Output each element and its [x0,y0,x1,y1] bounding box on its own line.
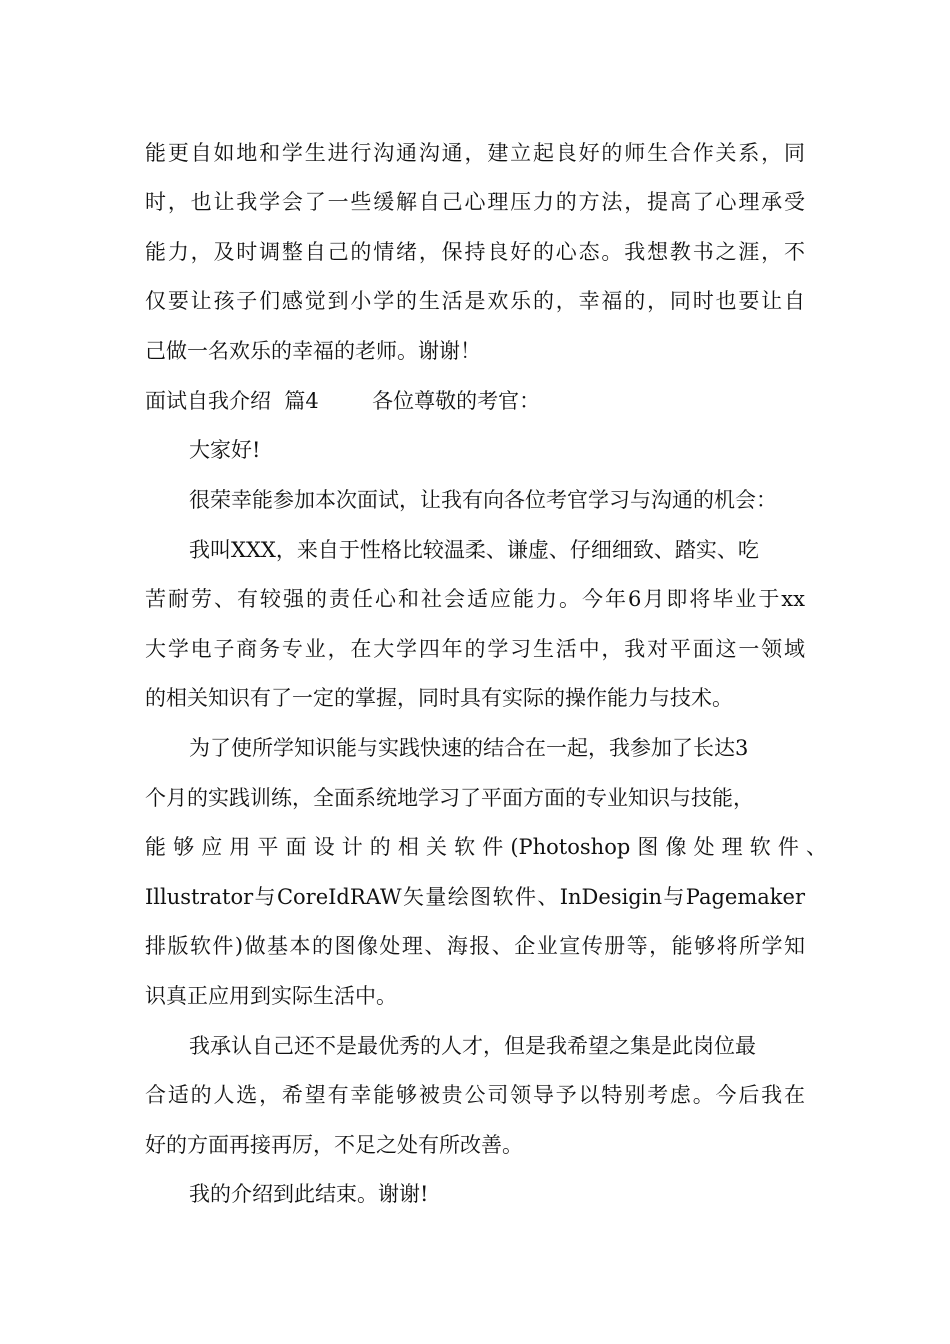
text-line: 我叫XXX，来自于性格比较温柔、谦虚、仔细细致、踏实、吃 [189,538,759,562]
text-line: 很荣幸能参加本次面试，让我有向各位考官学习与沟通的机会： [189,488,777,512]
text-line: 仅要让孩子们感觉到小学的生活是欢乐的，幸福的，同时也要让自 [145,289,805,313]
text-line: 苦耐劳、有较强的责任心和社会适应能力。今年6月即将毕业于xx [145,587,805,611]
text-line: 能力，及时调整自己的情绪，保持良好的心态。我想教书之涯，不 [145,240,805,264]
text-line: 己做一名欢乐的幸福的老师。谢谢！ [145,339,481,363]
section-heading: 面试自我介绍 篇4 各位尊敬的考官： [145,389,541,413]
text-line: 为了使所学知识能与实践快速的结合在一起，我参加了长达3 [189,736,749,760]
text-line: Illustrator与CoreIdRAW矢量绘图软件、InDesigin与Pagemaker [145,885,805,909]
text-line: 大学电子商务专业，在大学四年的学习生活中，我对平面这一领域 [145,637,805,661]
text-line: 排版软件)做基本的图像处理、海报、企业宣传册等，能够将所学知 [145,934,805,958]
text-line: 的相关知识有了一定的掌握，同时具有实际的操作能力与技术。 [145,686,733,710]
greeting: 大家好! [189,438,261,462]
text-line: 时，也让我学会了一些缓解自己心理压力的方法，提高了心理承受 [145,190,805,214]
text-line: 能更自如地和学生进行沟通沟通，建立起良好的师生合作关系，同 [145,141,805,165]
text-line: 好的方面再接再厉，不足之处有所改善。 [145,1133,523,1157]
text-line: 合适的人选，希望有幸能够被贵公司领导予以特别考虑。今后我在 [145,1083,805,1107]
closing-line: 我的介绍到此结束。谢谢! [189,1182,429,1206]
text-line: 我承认自己还不是最优秀的人才，但是我希望之集是此岗位最 [189,1034,756,1058]
text-line: 识真正应用到实际生活中。 [145,984,397,1008]
text-line: 个月的实践训练，全面系统地学习了平面方面的专业知识与技能， [145,786,754,810]
text-line: 能够应用平面设计的相关软件(Photoshop图像处理软件、 [145,835,827,859]
